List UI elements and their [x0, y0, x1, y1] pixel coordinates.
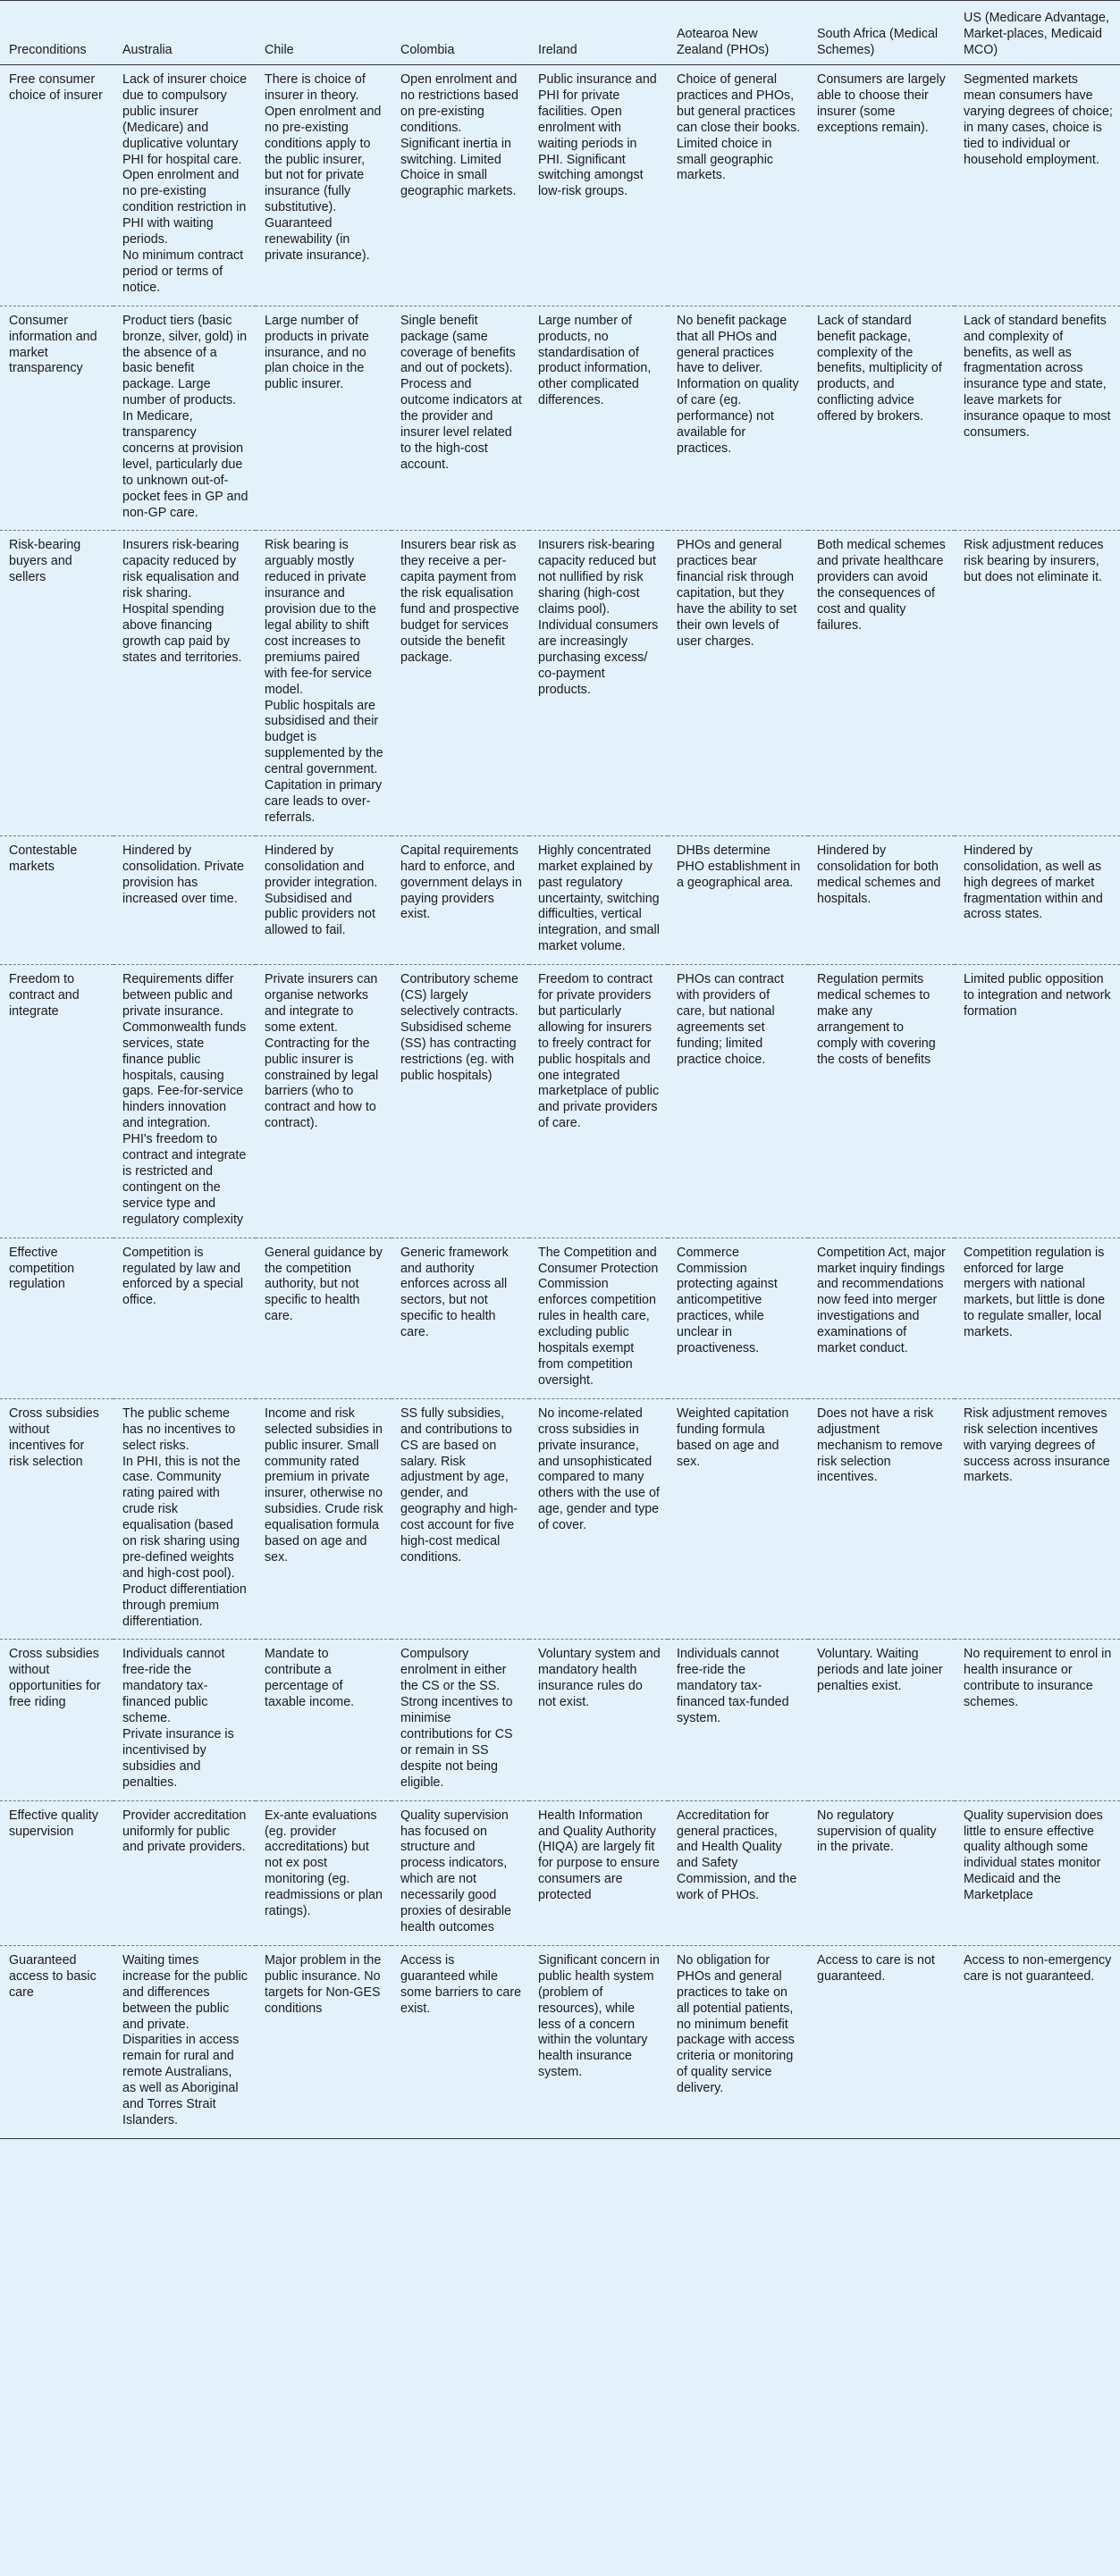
cell-paragraph: Contracting for the public insurer is constrained by legal barriers (who to contract and how to contract). [265, 1036, 379, 1131]
cell-chile [256, 306, 392, 531]
cell-paragraph: Commerce Commission protecting against anticompetitive practices, while unclear in proactiveness. [677, 1245, 778, 1356]
cell-us [955, 306, 1120, 531]
cell-paragraph: Large number of products in private insurance, and no plan choice in the public insurer. [265, 313, 369, 392]
cell-new-zealand [668, 1945, 808, 2138]
cell-new-zealand [668, 1238, 808, 1398]
cell-paragraph: Lack of standard benefit package, complexity of the benefits, multiplicity of products, and conflicting advice offered by brokers. [817, 313, 942, 424]
cell-paragraph: Hospital spending above financing growth cap paid by states and territories. [122, 602, 242, 665]
cell-paragraph: No obligation for PHOs and general practices to take on all potential patients, no minimum benefit package with access criteria or monitoring of quality service delivery. [677, 1952, 795, 2096]
header-preconditions: Preconditions [0, 1, 114, 65]
cell-paragraph: Voluntary system and mandatory health insurance rules do not exist. [538, 1647, 661, 1710]
cell-paragraph: No requirement to enrol in health insurance or contribute to insurance schemes. [964, 1647, 1112, 1710]
cell-chile [256, 65, 392, 306]
cell-paragraph: Competition regulation is enforced for large mergers with national markets, but little is done to regulate smaller, local markets. [964, 1245, 1106, 1340]
cell-paragraph: Access to non-emergency care is not guaranteed. [964, 1952, 1112, 1984]
cell-paragraph: Lack of insurer choice due to compulsory public insurer (Medicare) and duplicative voluntary PHI for hospital care. [122, 72, 248, 167]
precondition-cell: Contestable markets [0, 835, 114, 964]
cell-ireland [529, 531, 668, 835]
cell-paragraph: Single benefit package (same coverage of benefits and out of pockets). Process and outcome indicators at the provider and insurer level related to the high-cost account. [400, 313, 522, 472]
table-row [0, 835, 1120, 964]
cell-australia [114, 306, 256, 531]
cell-paragraph: General guidance by the competition authority, but not specific to health care. [265, 1245, 383, 1324]
cell-south-africa [808, 531, 955, 835]
cell-new-zealand [668, 835, 808, 964]
cell-chile [256, 1238, 392, 1398]
cell-chile [256, 1800, 392, 1945]
cell-australia [114, 835, 256, 964]
cell-chile [256, 1640, 392, 1800]
cell-south-africa [808, 1640, 955, 1800]
cell-paragraph: Significant concern in public health system (problem of resources), while less of a concern within the voluntary health insurance system. [538, 1952, 660, 2080]
cell-ireland [529, 835, 668, 964]
cell-paragraph: Access is guaranteed while some barriers to care exist. [400, 1952, 522, 2016]
cell-paragraph: Risk adjustment removes risk selection incentives with varying degrees of success across insurance markets. [964, 1405, 1110, 1485]
cell-us [955, 1398, 1120, 1640]
cell-paragraph: Competition is regulated by law and enforced by a special office. [122, 1245, 244, 1308]
precondition-cell: Cross subsidies without opportunities for free riding [0, 1640, 114, 1800]
cell-paragraph: Consumers are largely able to choose their insurer (some exceptions remain). [817, 72, 946, 135]
cell-ireland [529, 965, 668, 1238]
cell-colombia [392, 306, 529, 531]
cell-paragraph: SS fully subsidies, and contributions to CS are based on salary. Risk adjustment by age, gender, and geography and high-cost account for five high-cost medical conditions. [400, 1405, 518, 1565]
cell-paragraph: Risk adjustment reduces risk bearing by insurers, but does not eliminate it. [964, 538, 1104, 585]
cell-paragraph: No regulatory supervision of quality in the private. [817, 1808, 937, 1855]
cell-paragraph: Limited public opposition to integration and network formation [964, 972, 1111, 1019]
cell-chile [256, 1398, 392, 1640]
cell-paragraph: Weighted capitation funding formula based on age and sex. [677, 1405, 789, 1469]
cell-paragraph: No income-related cross subsidies in private insurance, and unsophisticated compared to many others with the use of age, gender and type of cover. [538, 1405, 660, 1533]
cell-us [955, 835, 1120, 964]
cell-paragraph: Income and risk selected subsidies in public insurer. Small community rated premium in private insurer, otherwise no subsidies. Crude risk equalisation formula based on age and sex. [265, 1405, 383, 1565]
cell-paragraph: Hindered by consolidation, as well as high degrees of market fragmentation within and across states. [964, 843, 1103, 922]
cell-australia [114, 1238, 256, 1398]
cell-paragraph: No minimum contract period or terms of notice. [122, 248, 244, 295]
precondition-cell: Guaranteed access to basic care [0, 1945, 114, 2138]
cell-us [955, 1800, 1120, 1945]
table-row [0, 1398, 1120, 1640]
cell-paragraph: Major problem in the public insurance. No targets for Non-GES conditions [265, 1952, 382, 2016]
cell-south-africa [808, 1238, 955, 1398]
cell-australia [114, 65, 256, 306]
cell-chile [256, 835, 392, 964]
cell-colombia [392, 835, 529, 964]
cell-paragraph: Voluntary. Waiting periods and late joiner penalties exist. [817, 1647, 943, 1694]
cell-south-africa [808, 306, 955, 531]
cell-paragraph: DHBs determine PHO establishment in a geographical area. [677, 843, 801, 890]
cell-paragraph: Individual consumers are increasingly purchasing excess/ co-payment products. [538, 618, 659, 697]
cell-new-zealand [668, 1640, 808, 1800]
cell-paragraph: Public hospitals are subsidised and their budget is supplemented by the central government. Capitation in primary care leads to over-referrals. [265, 698, 383, 825]
cell-paragraph: Generic framework and authority enforces across all sectors, but not specific to health care. [400, 1245, 509, 1340]
table-body [0, 65, 1120, 2139]
precondition-cell: Freedom to contract and integrate [0, 965, 114, 1238]
cell-paragraph: Health Information and Quality Authority (HIQA) are largely fit for purpose to ensure consumers are protected [538, 1808, 660, 1903]
cell-paragraph: The public scheme has no incentives to select risks. [122, 1405, 236, 1453]
table-row [0, 531, 1120, 835]
table-header-row [0, 1, 1120, 65]
cell-us [955, 965, 1120, 1238]
cell-new-zealand [668, 1800, 808, 1945]
cell-us [955, 1238, 1120, 1398]
cell-paragraph: Individuals cannot free-ride the mandatory tax-financed public scheme. [122, 1647, 225, 1726]
cell-us [955, 1945, 1120, 2138]
cell-paragraph: Hindered by consolidation and provider integration. Subsidised and public providers not allowed to fail. [265, 843, 378, 938]
cell-paragraph: Choice of general practices and PHOs, but general practices can close their books. Limited choice in small geographic markets. [677, 72, 801, 183]
table-row [0, 65, 1120, 306]
cell-paragraph: Compulsory enrolment in either the CS or the SS. Strong incentives to minimise contributions for CS or remain in SS despite not being eligible. [400, 1647, 513, 1790]
header-ireland: Ireland [529, 1, 668, 65]
cell-new-zealand [668, 65, 808, 306]
cell-chile [256, 965, 392, 1238]
cell-australia [114, 1800, 256, 1945]
cell-paragraph: Large number of products, no standardisation of product information, other complicated differences. [538, 313, 652, 408]
cell-paragraph: PHOs and general practices bear financial risk through capitation, but they have the ability to set their own levels of user charges. [677, 538, 797, 649]
cell-paragraph: Private insurance is incentivised by subsidies and penalties. [122, 1727, 234, 1790]
cell-paragraph: Open enrolment and no restrictions based on pre-existing conditions. Significant inertia in switching. Limited Choice in small geographic markets. [400, 72, 518, 199]
cell-new-zealand [668, 306, 808, 531]
cell-paragraph: Ex-ante evaluations (eg. provider accreditations) but not ex post monitoring (eg. readmissions or plan ratings). [265, 1808, 383, 1919]
cell-new-zealand [668, 531, 808, 835]
cell-paragraph: Public insurance and PHI for private facilities. Open enrolment with waiting periods in PHI. Significant switching amongst low-risk groups. [538, 72, 657, 199]
cell-australia [114, 965, 256, 1238]
cell-paragraph: Mandate to contribute a percentage of taxable income. [265, 1647, 355, 1710]
cell-us [955, 1640, 1120, 1800]
cell-ireland [529, 306, 668, 531]
cell-ireland [529, 65, 668, 306]
cell-south-africa [808, 1945, 955, 2138]
cell-paragraph: Both medical schemes and private healthcare providers can avoid the consequences of cost and quality failures. [817, 538, 946, 633]
cell-paragraph: Waiting times increase for the public and differences between the public and private. [122, 1952, 248, 2032]
cell-paragraph: The Competition and Consumer Protection Commission enforces competition rules in health care, excluding public hospitals exempt from competition oversight. [538, 1245, 659, 1388]
cell-paragraph: There is choice of insurer in theory. Open enrolment and no pre-existing conditions apply to the public insurer, but not for private insurance (fully substitutive). Guaranteed renewability (in private insurance). [265, 72, 382, 263]
cell-paragraph: Private insurers can organise networks and integrate to some extent. [265, 972, 378, 1035]
cell-colombia [392, 1945, 529, 2138]
cell-paragraph: Insurers risk-bearing capacity reduced by risk equalisation and risk sharing. [122, 538, 240, 601]
cell-paragraph: Disparities in access remain for rural and remote Australians, as well as Aboriginal and Torres Strait Islanders. [122, 2033, 240, 2127]
cell-paragraph: Product tiers (basic bronze, silver, gold) in the absence of a basic benefit package. Large number of products. [122, 313, 248, 408]
cell-paragraph: Product differentiation through premium differentiation. [122, 1582, 247, 1629]
header-new-zealand: Aotearoa New Zealand (PHOs) [668, 1, 808, 65]
header-south-africa: South Africa (Medical Schemes) [808, 1, 955, 65]
cell-us [955, 65, 1120, 306]
precondition-cell: Risk-bearing buyers and sellers [0, 531, 114, 835]
cell-south-africa [808, 835, 955, 964]
cell-ireland [529, 1945, 668, 2138]
cell-south-africa [808, 965, 955, 1238]
cell-paragraph: PHOs can contract with providers of care, but national agreements set funding; limited practice choice. [677, 972, 784, 1067]
cell-paragraph: Hindered by consolidation for both medical schemes and hospitals. [817, 843, 941, 906]
cell-colombia [392, 65, 529, 306]
header-australia: Australia [114, 1, 256, 65]
cell-ireland [529, 1640, 668, 1800]
cell-australia [114, 1945, 256, 2138]
table-row [0, 1640, 1120, 1800]
cell-chile [256, 1945, 392, 2138]
cell-paragraph: Capital requirements hard to enforce, and government delays in paying providers exist. [400, 843, 522, 922]
cell-australia [114, 1398, 256, 1640]
table-row [0, 1800, 1120, 1945]
cell-colombia [392, 1238, 529, 1398]
cell-paragraph: PHI's freedom to contract and integrate is restricted and contingent on the service type and regulatory complexity [122, 1132, 247, 1227]
cell-new-zealand [668, 1398, 808, 1640]
cell-ireland [529, 1238, 668, 1398]
cell-paragraph: In PHI, this is not the case. Community rating paired with crude risk equalisation (based on risk sharing using pre-defined weights and high-cost pool). [122, 1454, 240, 1581]
cell-paragraph: Hindered by consolidation. Private provision has increased over time. [122, 843, 244, 906]
cell-colombia [392, 1398, 529, 1640]
cell-paragraph: Open enrolment and no pre-existing condition restriction in PHI with waiting periods. [122, 168, 247, 248]
cell-paragraph: In Medicare, transparency concerns at provision level, particularly due to unknown out-of-pocket fees in GP and non-GP care. [122, 409, 248, 520]
table-row [0, 1238, 1120, 1398]
cell-colombia [392, 1640, 529, 1800]
cell-paragraph: Quality supervision has focused on structure and process indicators, which are not necessarily good proxies of desirable health outcomes [400, 1808, 511, 1934]
precondition-cell: Effective quality supervision [0, 1800, 114, 1945]
cell-paragraph: Regulation permits medical schemes to make any arrangement to comply with covering the costs of benefits [817, 972, 936, 1067]
cell-paragraph: Provider accreditation uniformly for public and private providers. [122, 1808, 247, 1855]
cell-australia [114, 531, 256, 835]
cell-paragraph: Does not have a risk adjustment mechanism to remove risk selection incentives. [817, 1405, 943, 1485]
cell-new-zealand [668, 965, 808, 1238]
cell-colombia [392, 965, 529, 1238]
cell-chile [256, 531, 392, 835]
cell-paragraph: Freedom to contract for private providers but particularly allowing for insurers to freely contract for public hospitals and one integrated marketplace of public and private providers of care. [538, 972, 660, 1131]
cell-paragraph: Access to care is not guaranteed. [817, 1952, 935, 1984]
cell-paragraph: Accreditation for general practices, and Health Quality and Safety Commission, and the work of PHOs. [677, 1808, 797, 1903]
header-us: US (Medicare Advantage, Market-places, Medicaid MCO) [955, 1, 1120, 65]
table-row [0, 306, 1120, 531]
cell-paragraph: Lack of standard benefits and complexity of benefits, as well as fragmentation across insurance type and state, leave markets for insurance opaque to most consumers. [964, 313, 1111, 441]
cell-south-africa [808, 1800, 955, 1945]
header-chile: Chile [256, 1, 392, 65]
cell-ireland [529, 1800, 668, 1945]
precondition-cell: Consumer information and market transparency [0, 306, 114, 531]
precondition-cell: Cross subsidies without incentives for risk selection [0, 1398, 114, 1640]
cell-paragraph: Requirements differ between public and private insurance. Commonwealth funds services, state finance public hospitals, causing gaps. Fee-for-service hinders innovation and integration. [122, 972, 247, 1131]
cell-paragraph: Quality supervision does little to ensure effective quality although some individual states monitor Medicaid and the Marketplace [964, 1808, 1103, 1903]
cell-paragraph: Highly concentrated market explained by past regulatory uncertainty, switching difficulties, vertical integration, and small market volume. [538, 843, 660, 954]
cell-paragraph: No benefit package that all PHOs and general practices have to deliver. Information on quality of care (eg. performance) not available for practices. [677, 313, 799, 456]
cell-paragraph: Competition Act, major market inquiry findings and recommendations now feed into merger investigations and examinations of market conduct. [817, 1245, 946, 1356]
cell-paragraph: Insurers risk-bearing capacity reduced but not nullified by risk sharing (high-cost claims pool). [538, 538, 656, 617]
cell-paragraph: Segmented markets mean consumers have varying degrees of choice; in many cases, choice is tied to individual or household employment. [964, 72, 1113, 167]
table-row [0, 965, 1120, 1238]
cell-paragraph: Insurers bear risk as they receive a per-capita payment from the risk equalisation fund and prospective budget for services outside the benefit package. [400, 538, 519, 665]
precondition-cell: Effective competition regulation [0, 1238, 114, 1398]
cell-colombia [392, 1800, 529, 1945]
cell-ireland [529, 1398, 668, 1640]
header-colombia: Colombia [392, 1, 529, 65]
cell-paragraph: Contributory scheme (CS) largely selectively contracts. Subsidised scheme (SS) has contracting restrictions (eg. with public hospitals) [400, 972, 518, 1083]
precondition-cell: Free consumer choice of insurer [0, 65, 114, 306]
cell-south-africa [808, 1398, 955, 1640]
cell-paragraph: Individuals cannot free-ride the mandatory tax-financed tax-funded system. [677, 1647, 789, 1726]
cell-us [955, 531, 1120, 835]
cell-colombia [392, 531, 529, 835]
cell-australia [114, 1640, 256, 1800]
table-row [0, 1945, 1120, 2138]
cell-paragraph: Risk bearing is arguably mostly reduced in private insurance and provision due to the legal ability to shift cost increases to premiums paired with fee-for service model. [265, 538, 376, 697]
cell-south-africa [808, 65, 955, 306]
